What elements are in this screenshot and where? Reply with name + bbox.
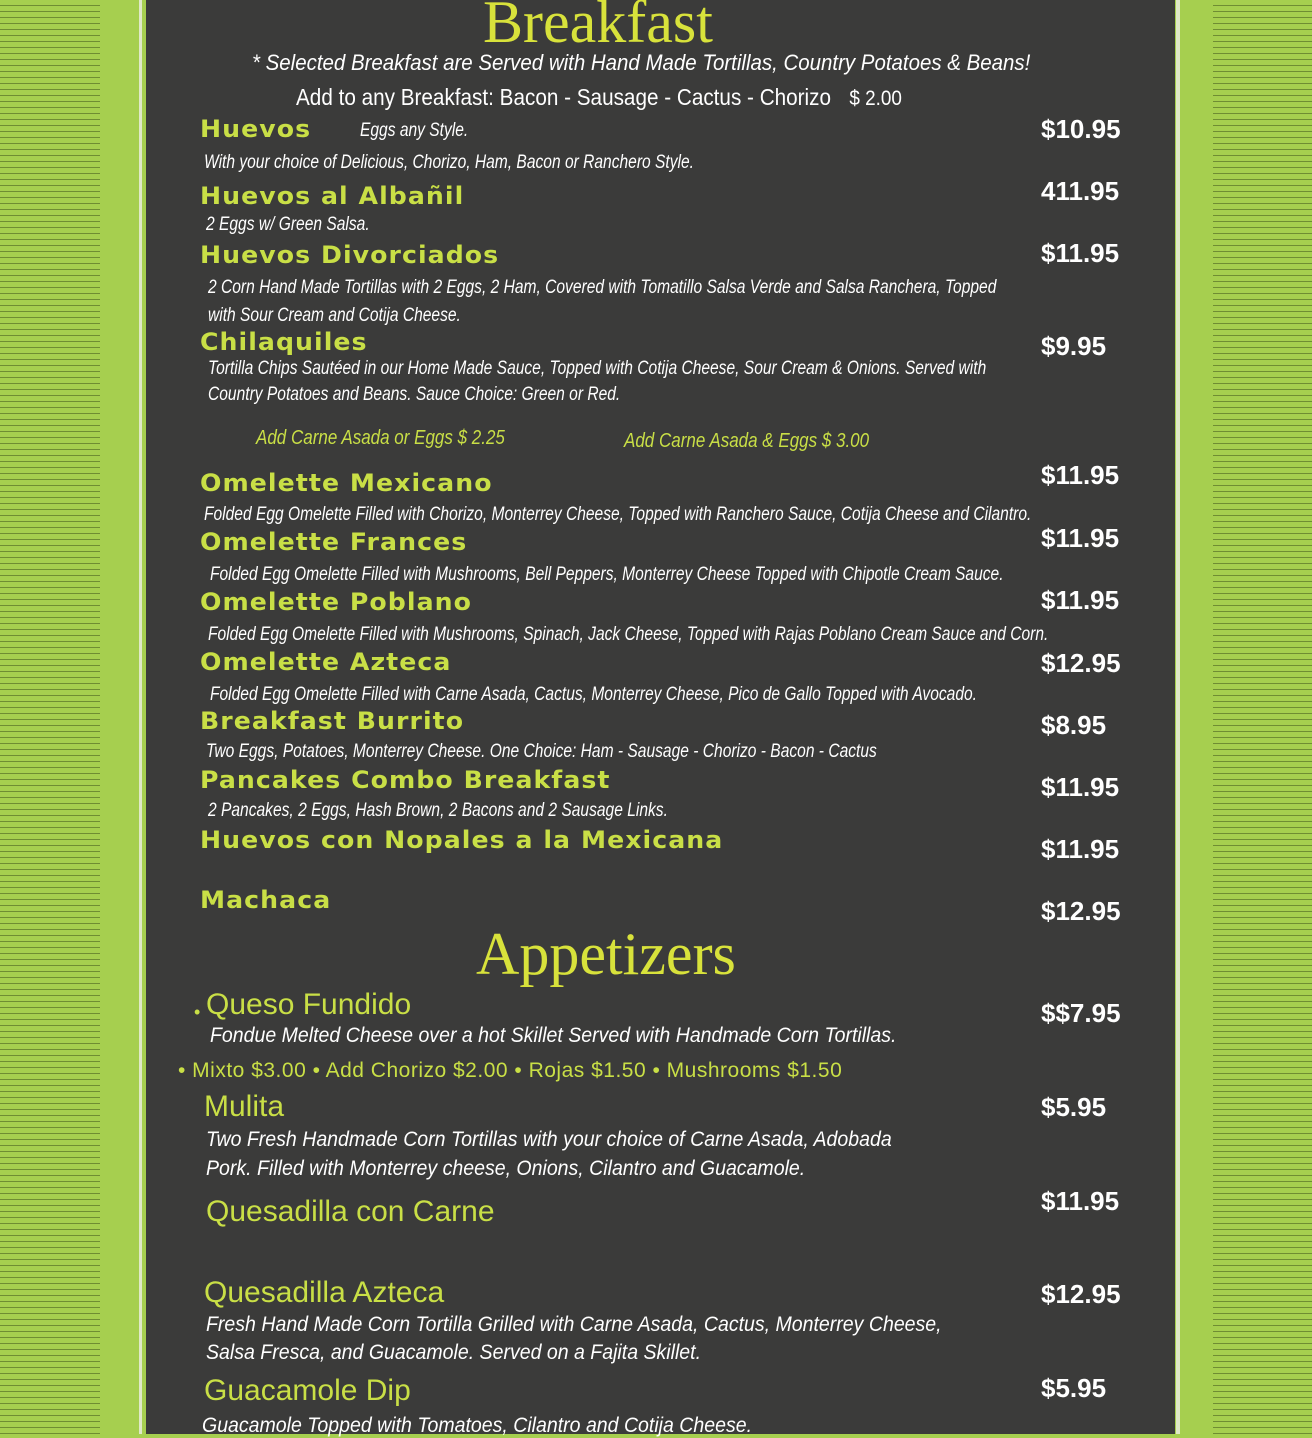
item-name-omelette-azteca: Omelette Azteca	[200, 648, 452, 676]
left-accent-bar	[139, 0, 142, 1434]
breakfast-note: * Selected Breakfast are Served with Hand Made Tortillas, Country Potatoes & Beans!	[252, 50, 1031, 75]
item-price-breakfast-burrito: $8.95	[1041, 710, 1107, 740]
item-name-guacamole-dip: Guacamole Dip	[204, 1374, 411, 1407]
item-desc-pancakes-combo: 2 Pancakes, 2 Eggs, Hash Brown, 2 Bacons and 2 Sausage Links.	[208, 800, 668, 821]
breakfast-title: Breakfast	[483, 0, 713, 55]
item-name-chilaquiles: Chilaquiles	[200, 328, 368, 356]
add-any-price: $ 2.00	[849, 87, 902, 110]
right-stripe-border	[1213, 0, 1312, 1434]
add-any-label: Add to any Breakfast: Bacon - Sausage - Cactus - Chorizo	[296, 84, 832, 110]
item-price-machaca: $12.95	[1041, 896, 1121, 926]
addon-carne-asada-and-eggs: Add Carne Asada & Eggs $ 3.00	[624, 430, 870, 452]
right-accent-bar	[1176, 0, 1180, 1434]
item-name-mulita: Mulita	[204, 1090, 285, 1123]
item-price-huevos-con-nopales: $11.95	[1041, 834, 1120, 864]
item-name-pancakes-combo: Pancakes Combo Breakfast	[200, 766, 611, 794]
item-price-guacamole-dip: $5.95	[1041, 1373, 1107, 1403]
item-desc-breakfast-burrito: Two Eggs, Potatoes, Monterrey Cheese. One Choice: Ham - Sausage - Chorizo - Bacon - Cactus	[206, 741, 877, 762]
item-desc2-quesadilla-azteca: Salsa Fresca, and Guacamole. Served on a Fajita Skillet.	[206, 1341, 702, 1364]
appetizers-title: Appetizers	[476, 921, 736, 987]
menu-panel	[146, 0, 1175, 1437]
item-desc2-mulita: Pork. Filled with Monterrey cheese, Onions, Cilantro and Guacamole.	[206, 1157, 806, 1180]
item-price-mulita: $5.95	[1041, 1092, 1107, 1122]
queso-fundido-extras: • Mixto $3.00 • Add Chorizo $2.00 • Rojas $1.50 • Mushrooms $1.50	[178, 1059, 843, 1082]
item-price-pancakes-combo: $11.95	[1041, 772, 1120, 802]
item-price-huevos-divorciados: $11.95	[1041, 238, 1120, 268]
item-name-omelette-mexicano: Omelette Mexicano	[200, 469, 493, 497]
item-desc-huevos-divorciados: 2 Corn Hand Made Tortillas with 2 Eggs, 2 Ham, Covered with Tomatillo Salsa Verde and Salsa Ranchera, Topped	[208, 277, 997, 298]
item-price-quesadilla-azteca: $12.95	[1041, 1279, 1121, 1309]
item-price-huevos-al-albanil: 411.95	[1041, 176, 1120, 206]
item-desc-omelette-azteca: Folded Egg Omelette Filled with Carne Asada, Cactus, Monterrey Cheese, Pico de Gallo Topped with Avocado.	[210, 684, 978, 705]
item-tag-huevos: Eggs any Style.	[360, 120, 469, 141]
item-name-omelette-frances: Omelette Frances	[200, 528, 468, 556]
item-name-quesadilla-azteca: Quesadilla Azteca	[204, 1276, 445, 1309]
addon-carne-asada-or-eggs: Add Carne Asada or Eggs $ 2.25	[256, 427, 505, 449]
item-price-queso-fundido: $$7.95	[1041, 998, 1121, 1028]
item-desc-guacamole-dip: Guacamole Topped with Tomatoes, Cilantro and Cotija Cheese.	[202, 1414, 753, 1437]
item-desc2-huevos-divorciados: with Sour Cream and Cotija Cheese.	[208, 305, 461, 326]
item-name-huevos: Huevos	[200, 115, 312, 143]
breakfast-add-any	[296, 84, 902, 111]
item-price-chilaquiles: $9.95	[1041, 331, 1107, 361]
item-price-omelette-poblano: $11.95	[1041, 585, 1120, 615]
item-price-omelette-mexicano: $11.95	[1041, 460, 1120, 490]
item-desc-chilaquiles: Tortilla Chips Sautéed in our Home Made Sauce, Topped with Cotija Cheese, Sour Cream & Onions. Served with	[208, 358, 987, 379]
item-name-omelette-poblano: Omelette Poblano	[200, 588, 472, 616]
item-desc2-chilaquiles: Country Potatoes and Beans. Sauce Choice: Green or Red.	[208, 384, 621, 405]
item-desc-quesadilla-azteca: Fresh Hand Made Corn Tortilla Grilled with Carne Asada, Cactus, Monterrey Cheese,	[206, 1313, 942, 1336]
item-name-huevos-con-nopales: Huevos con Nopales a la Mexicana	[200, 826, 724, 854]
item-name-queso-fundido: Queso Fundido	[206, 988, 412, 1021]
item-price-omelette-azteca: $12.95	[1041, 648, 1121, 678]
item-desc-huevos: With your choice of Delicious, Chorizo, Ham, Bacon or Ranchero Style.	[204, 152, 694, 173]
item-price-huevos: $10.95	[1041, 114, 1121, 144]
item-desc-queso-fundido: Fondue Melted Cheese over a hot Skillet Served with Handmade Corn Tortillas.	[210, 1024, 897, 1047]
item-name-huevos-divorciados: Huevos Divorciados	[200, 241, 500, 269]
item-name-huevos-al-albanil: Huevos al Albañil	[200, 182, 465, 210]
item-desc-omelette-poblano: Folded Egg Omelette Filled with Mushrooms, Spinach, Jack Cheese, Topped with Rajas Poblano Cream Sauce and Corn.	[208, 624, 1049, 645]
item-price-quesadilla-con-carne: $11.95	[1041, 1186, 1120, 1216]
queso-bullet-icon: •	[194, 1002, 201, 1022]
item-desc-omelette-frances: Folded Egg Omelette Filled with Mushrooms, Bell Peppers, Monterrey Cheese Topped with Chipotle Cream Sauce.	[210, 564, 1004, 585]
left-stripe-border	[0, 0, 100, 1434]
item-desc-huevos-al-albanil: 2 Eggs w/ Green Salsa.	[206, 214, 370, 235]
item-desc-mulita: Two Fresh Handmade Corn Tortillas with your choice of Carne Asada, Adobada	[206, 1128, 892, 1151]
item-desc-omelette-mexicano: Folded Egg Omelette Filled with Chorizo, Monterrey Cheese, Topped with Ranchero Sauce, Cotija Cheese and Cilantro.	[204, 504, 1032, 525]
item-price-omelette-frances: $11.95	[1041, 523, 1120, 553]
item-name-breakfast-burrito: Breakfast Burrito	[200, 707, 465, 735]
item-name-machaca: Machaca	[200, 886, 332, 914]
item-name-quesadilla-con-carne: Quesadilla con Carne	[206, 1195, 495, 1228]
